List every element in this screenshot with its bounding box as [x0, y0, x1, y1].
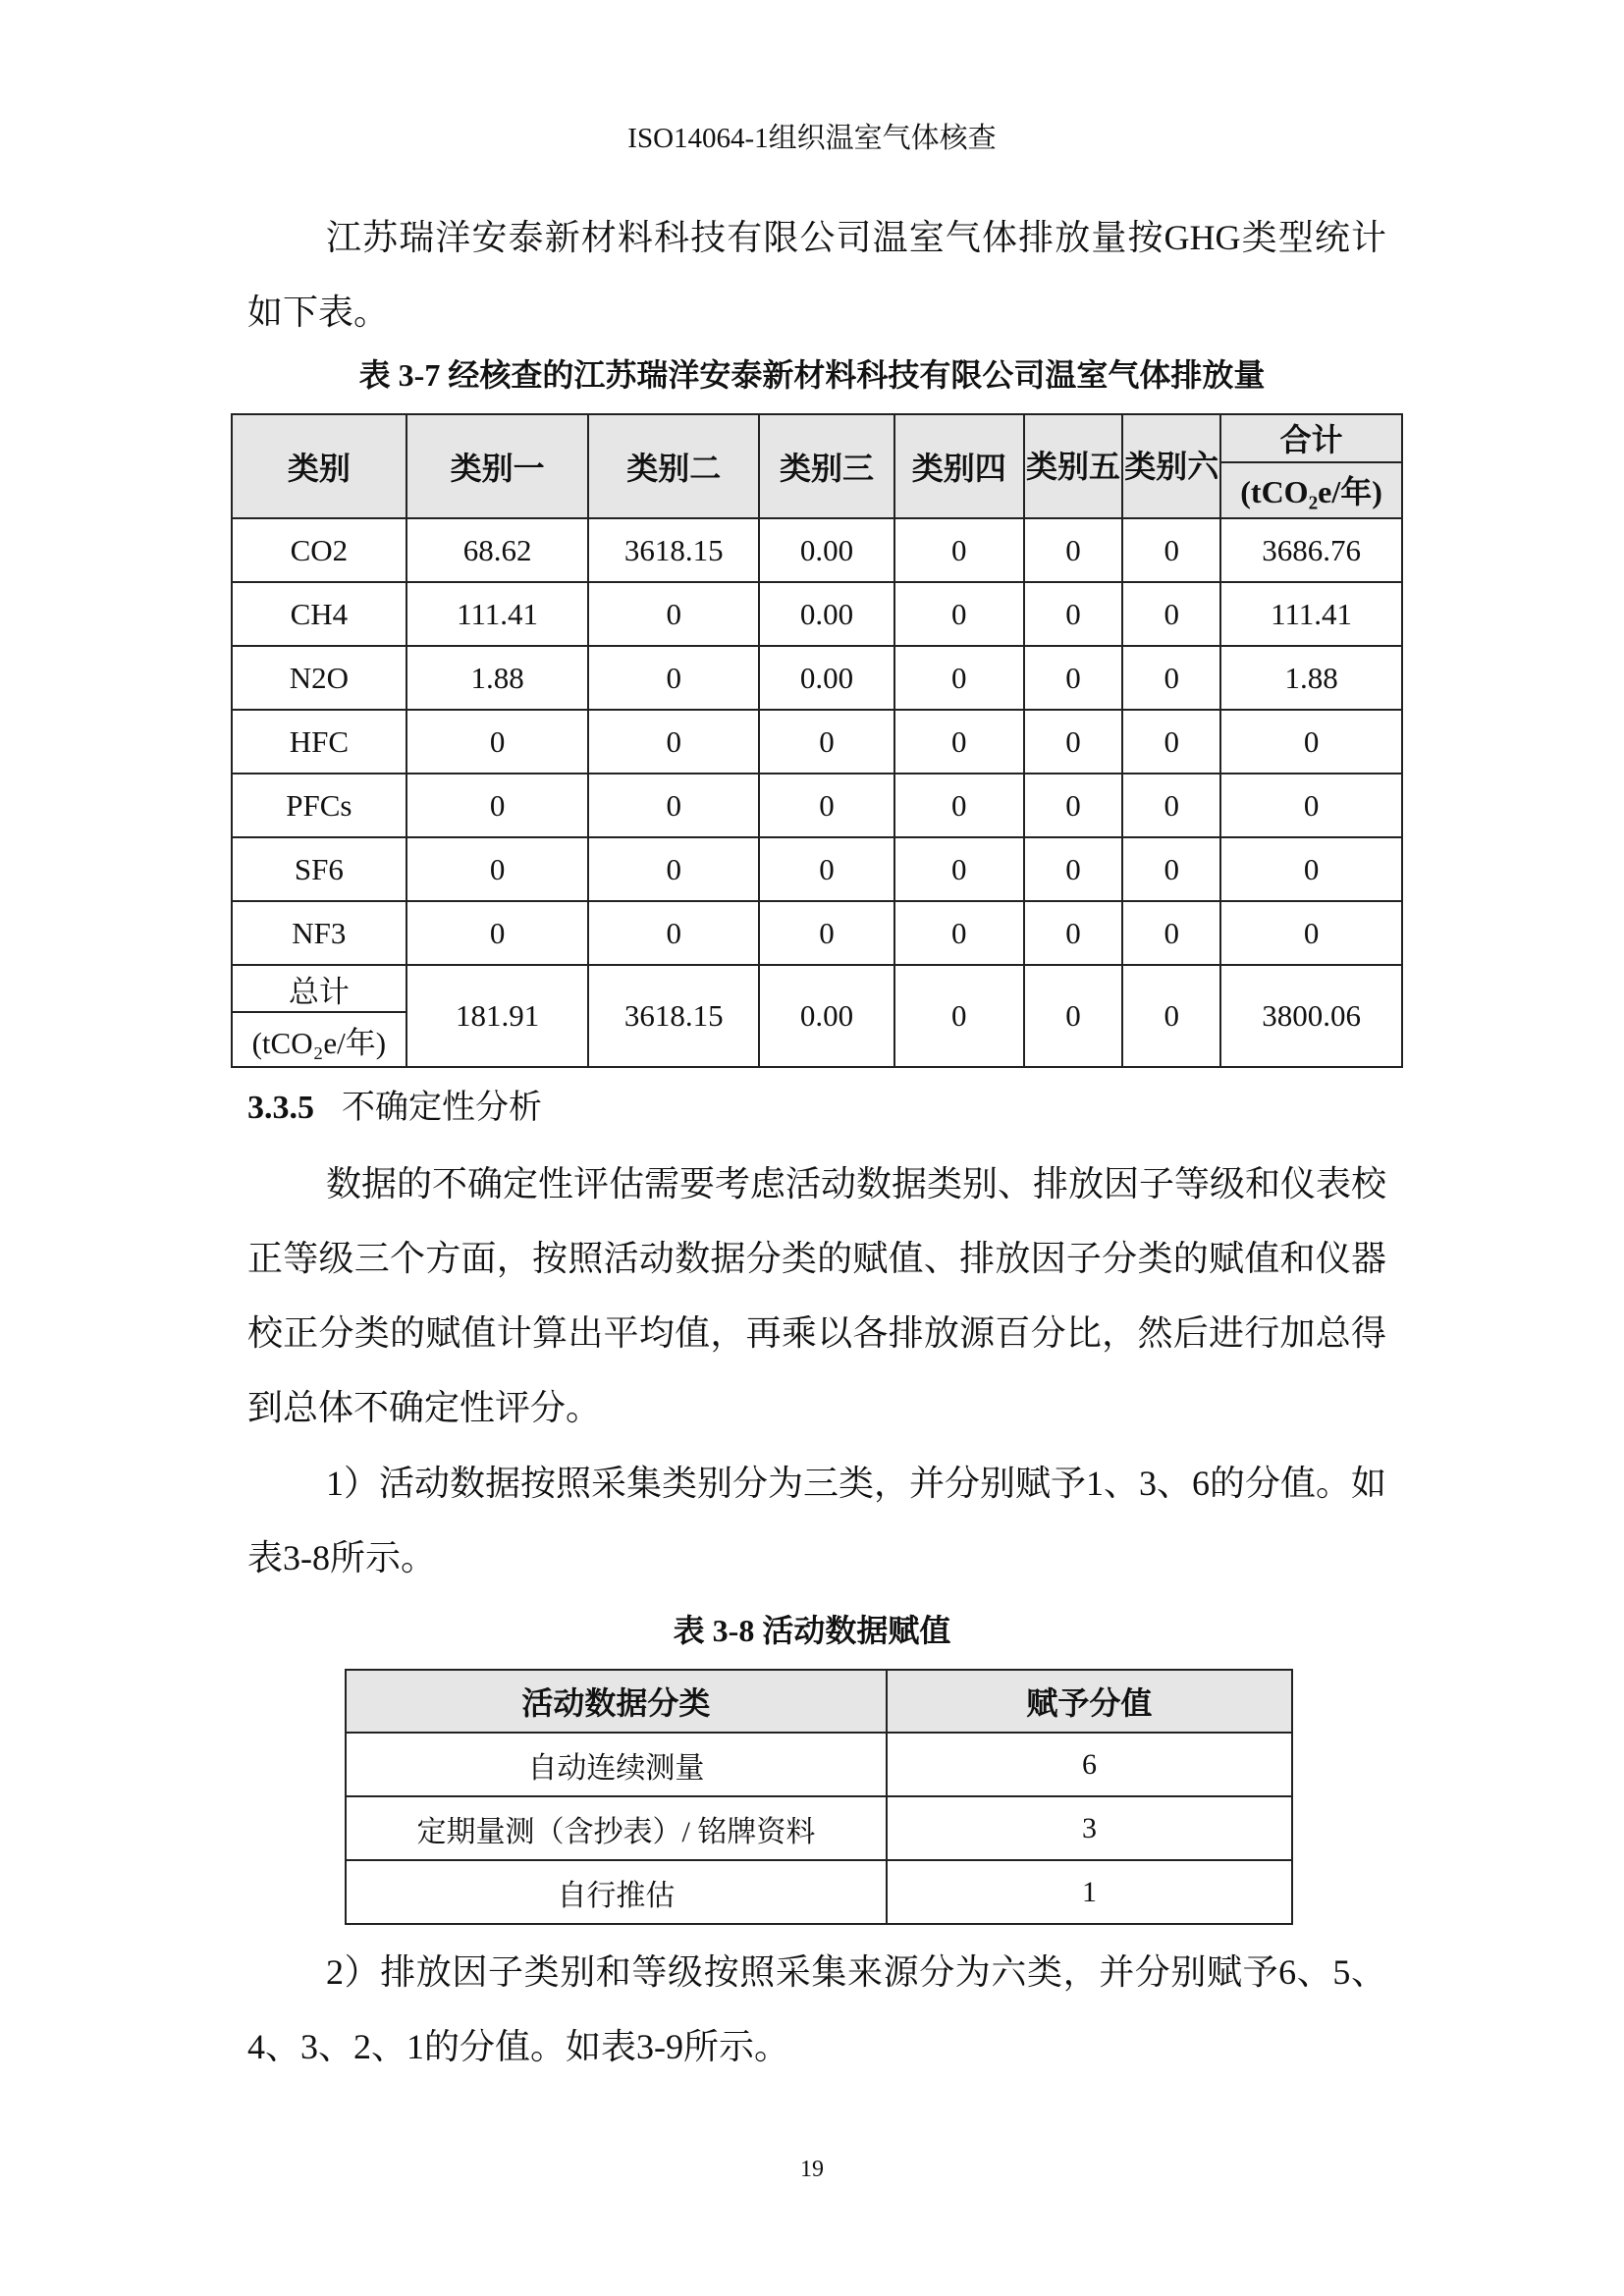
activity-category: 自动连续测量	[346, 1733, 887, 1796]
emission-factor-paragraph: 2）排放因子类别和等级按照采集来源分为六类，并分别赋予6、5、4、3、2、1的分值。如表3-9所示。	[247, 1952, 1386, 2066]
emission-value: 3618.15	[588, 518, 759, 582]
table-3-8-caption: 表 3-8 活动数据赋值	[673, 1613, 951, 1648]
header-total: 合计	[1220, 414, 1402, 462]
table-row	[232, 837, 1402, 901]
total-cell: 3618.15	[588, 965, 759, 1067]
emission-value: 0	[1024, 837, 1123, 901]
emission-value: 0	[1122, 774, 1220, 837]
uncertainty-paragraph: 数据的不确定性评估需要考虑活动数据类别、排放因子等级和仪表校正等级三个方面，按照活动数据分类的赋值、排放因子分类的赋值和仪器校正分类的赋值计算出平均值，再乘以各排放源百分比，然后进行加总得到总体不确定性评分。	[247, 1164, 1387, 1427]
activity-data-table	[345, 1669, 1293, 1925]
gas-name: HFC	[232, 710, 406, 774]
emission-value: 0	[1220, 774, 1402, 837]
emission-value: 0.00	[759, 518, 894, 582]
table-3-7-caption: 表 3-7 经核查的江苏瑞洋安泰新材料科技有限公司温室气体排放量	[358, 357, 1266, 393]
emission-value: 0	[894, 901, 1024, 965]
table-row	[346, 1860, 1292, 1924]
table-row	[232, 901, 1402, 965]
emission-value: 0.00	[759, 646, 894, 710]
header-scope2: 类别二	[588, 414, 759, 518]
gas-name: CH4	[232, 582, 406, 646]
emission-value: 0	[759, 901, 894, 965]
activity-category: 自行推估	[346, 1860, 887, 1924]
emission-value: 68.62	[406, 518, 589, 582]
emission-value: 0	[759, 837, 894, 901]
emission-value: 0	[894, 518, 1024, 582]
emission-value: 0	[894, 710, 1024, 774]
header-score: 赋予分值	[887, 1670, 1292, 1733]
total-cell: 0	[894, 965, 1024, 1067]
emission-value: 0	[1122, 646, 1220, 710]
emission-value: 0	[588, 710, 759, 774]
emission-value: 111.41	[1220, 582, 1402, 646]
total-cell: 181.91	[406, 965, 589, 1067]
emission-value: 0	[1220, 837, 1402, 901]
emissions-table	[231, 413, 1403, 1068]
total-cell: 0	[1122, 965, 1220, 1067]
emission-value: 0	[588, 774, 759, 837]
score-value: 6	[887, 1733, 1292, 1796]
header-scope3: 类别三	[759, 414, 894, 518]
total-unit: (tCO₂e/年)	[232, 1012, 406, 1067]
header-activity-category: 活动数据分类	[346, 1670, 887, 1733]
emission-value: 0	[406, 774, 589, 837]
emission-value: 0	[588, 837, 759, 901]
emission-value: 0	[406, 710, 589, 774]
gas-name: N2O	[232, 646, 406, 710]
section-number: 3.3.5	[247, 1090, 314, 1126]
total-label: 总计	[232, 965, 406, 1012]
emission-value: 0	[1220, 901, 1402, 965]
section-heading	[247, 1080, 542, 1128]
gas-name: PFCs	[232, 774, 406, 837]
gas-name: CO2	[232, 518, 406, 582]
emission-value: 0	[759, 710, 894, 774]
emission-value: 0	[894, 582, 1024, 646]
header-scope1: 类别一	[406, 414, 589, 518]
score-value: 3	[887, 1796, 1292, 1860]
table-row	[232, 710, 1402, 774]
header-scope4: 类别四	[894, 414, 1024, 518]
emission-value: 0	[1024, 582, 1123, 646]
activity-category: 定期量测（含抄表）/ 铭牌资料	[346, 1796, 887, 1860]
gas-name: NF3	[232, 901, 406, 965]
table-row	[232, 646, 1402, 710]
gas-name: SF6	[232, 837, 406, 901]
emission-value: 0	[588, 901, 759, 965]
emission-value: 0	[1122, 901, 1220, 965]
emission-value: 3686.76	[1220, 518, 1402, 582]
emission-value: 0	[1122, 582, 1220, 646]
emission-value: 0	[1024, 518, 1123, 582]
emission-value: 0	[894, 774, 1024, 837]
table-row	[346, 1733, 1292, 1796]
emission-value: 0	[406, 901, 589, 965]
total-cell: 3800.06	[1220, 965, 1402, 1067]
table-row	[346, 1796, 1292, 1860]
emission-value: 0	[1122, 518, 1220, 582]
page-header: ISO14064-1组织温室气体核查	[627, 123, 997, 154]
emission-value: 0	[1122, 837, 1220, 901]
intro-paragraph: 江苏瑞洋安泰新材料科技有限公司温室气体排放量按GHG类型统计如下表。	[247, 218, 1386, 332]
emission-value: 0	[759, 774, 894, 837]
emission-value: 0.00	[759, 582, 894, 646]
emission-value: 0	[1220, 710, 1402, 774]
emission-value: 0	[588, 646, 759, 710]
header-scope5: 类别五	[1024, 414, 1123, 518]
table-row	[232, 518, 1402, 582]
score-value: 1	[887, 1860, 1292, 1924]
emission-value: 0	[1024, 646, 1123, 710]
emission-value: 0	[894, 646, 1024, 710]
emission-value: 0	[588, 582, 759, 646]
emission-value: 1.88	[406, 646, 589, 710]
header-total-unit: (tCO₂e/年)	[1220, 462, 1402, 518]
emission-value: 0	[894, 837, 1024, 901]
emission-value: 111.41	[406, 582, 589, 646]
header-category: 类别	[232, 414, 406, 518]
section-title: 不确定性分析	[342, 1090, 542, 1126]
total-cell: 0.00	[759, 965, 894, 1067]
activity-data-paragraph: 1）活动数据按照采集类别分为三类，并分别赋予1、3、6的分值。如表3-8所示。	[247, 1464, 1387, 1577]
emission-value: 0	[1024, 901, 1123, 965]
emission-value: 0	[1024, 774, 1123, 837]
emission-value: 0	[406, 837, 589, 901]
table-row	[232, 774, 1402, 837]
page-number: 19	[800, 2157, 824, 2182]
emission-value: 0	[1024, 710, 1123, 774]
header-scope6: 类别六	[1122, 414, 1220, 518]
table-row	[232, 582, 1402, 646]
emission-value: 0	[1122, 710, 1220, 774]
emission-value: 1.88	[1220, 646, 1402, 710]
total-cell: 0	[1024, 965, 1123, 1067]
